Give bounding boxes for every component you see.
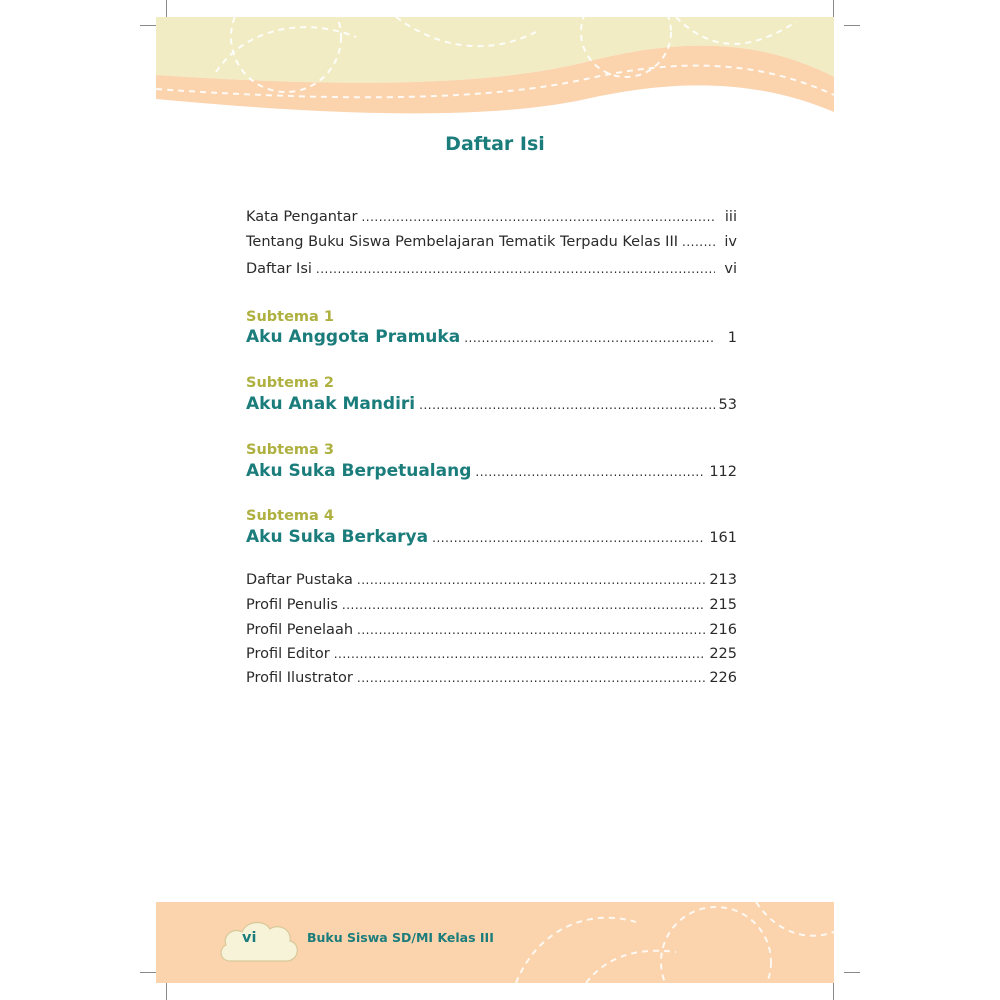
toc-entry-label: Profil Ilustrator [246, 670, 353, 686]
toc-entry-label: Aku Anak Mandiri [246, 394, 416, 414]
toc-entry-label: Kata Pengantar [246, 209, 358, 225]
toc-entry-label: Tentang Buku Siswa Pembelajaran Tematik Terpadu Kelas III [246, 234, 679, 250]
crop-mark [844, 25, 860, 26]
toc-entry-subtema-3[interactable] [246, 461, 737, 481]
toc-entry-page: 216 [709, 622, 737, 638]
cloud-icon [216, 917, 302, 969]
leader-dots [342, 598, 705, 612]
toc-entry-daftar-pustaka[interactable] [246, 572, 737, 588]
toc-entry-page: 161 [709, 530, 737, 546]
subtheme-kicker: Subtema 3 [246, 442, 334, 458]
toc-entry-label: Profil Penelaah [246, 622, 354, 638]
toc-entry-profil-editor[interactable] [246, 646, 737, 662]
toc-entry-kata-pengantar[interactable] [246, 209, 737, 225]
toc-entry-subtema-1[interactable] [246, 327, 737, 347]
toc-entry-page: 225 [709, 646, 737, 662]
footer-band [156, 902, 834, 983]
leader-dots [361, 210, 715, 224]
subtheme-kicker: Subtema 2 [246, 375, 334, 391]
toc-entry-page: 215 [709, 597, 737, 613]
toc-entry-label: Aku Suka Berkarya [246, 527, 429, 547]
leader-dots [419, 398, 714, 412]
toc-entry-label: Aku Suka Berpetualang [246, 461, 472, 481]
toc-entry-page: 213 [709, 572, 737, 588]
toc-entry-tentang-buku[interactable] [246, 234, 737, 250]
toc-entry-profil-penelaah[interactable] [246, 622, 737, 638]
toc-entry-profil-penulis[interactable] [246, 597, 737, 613]
toc-entry-page: 112 [709, 464, 737, 480]
toc-entry-subtema-2[interactable] [246, 394, 737, 414]
subtheme-kicker: Subtema 1 [246, 309, 334, 325]
toc-entry-daftar-isi[interactable] [246, 261, 737, 277]
toc-entry-page: 53 [718, 397, 737, 413]
crop-mark [140, 972, 156, 973]
toc-entry-page: 1 [727, 330, 737, 346]
crop-mark [833, 0, 834, 17]
leader-dots [464, 331, 715, 345]
book-page [156, 17, 834, 983]
header-decoration [156, 17, 834, 117]
toc-entry-page: iii [724, 209, 737, 225]
page-title: Daftar Isi [445, 133, 545, 155]
leader-dots [334, 647, 706, 661]
toc-entry-subtema-4[interactable] [246, 527, 737, 547]
leader-dots [682, 235, 715, 249]
page-number: vi [242, 930, 257, 946]
leader-dots [357, 623, 705, 637]
toc-entry-page: 226 [709, 670, 737, 686]
toc-entry-label: Daftar Isi [246, 261, 312, 277]
leader-dots [316, 262, 715, 276]
toc-entry-label: Profil Editor [246, 646, 330, 662]
crop-mark [844, 972, 860, 973]
toc-entry-profil-ilustrator[interactable] [246, 670, 737, 686]
crop-mark [833, 983, 834, 1000]
book-title: Buku Siswa SD/MI Kelas III [307, 930, 494, 945]
crop-mark [140, 25, 156, 26]
crop-mark [166, 0, 167, 17]
toc-entry-page: iv [724, 234, 737, 250]
toc-entry-page: vi [724, 261, 737, 277]
toc-entry-label: Daftar Pustaka [246, 572, 353, 588]
crop-mark [166, 983, 167, 1000]
toc-entry-label: Profil Penulis [246, 597, 338, 613]
leader-dots [432, 531, 705, 545]
leader-dots [357, 573, 705, 587]
subtheme-kicker: Subtema 4 [246, 508, 334, 524]
leader-dots [357, 671, 705, 685]
leader-dots [475, 465, 705, 479]
toc-entry-label: Aku Anggota Pramuka [246, 327, 461, 347]
